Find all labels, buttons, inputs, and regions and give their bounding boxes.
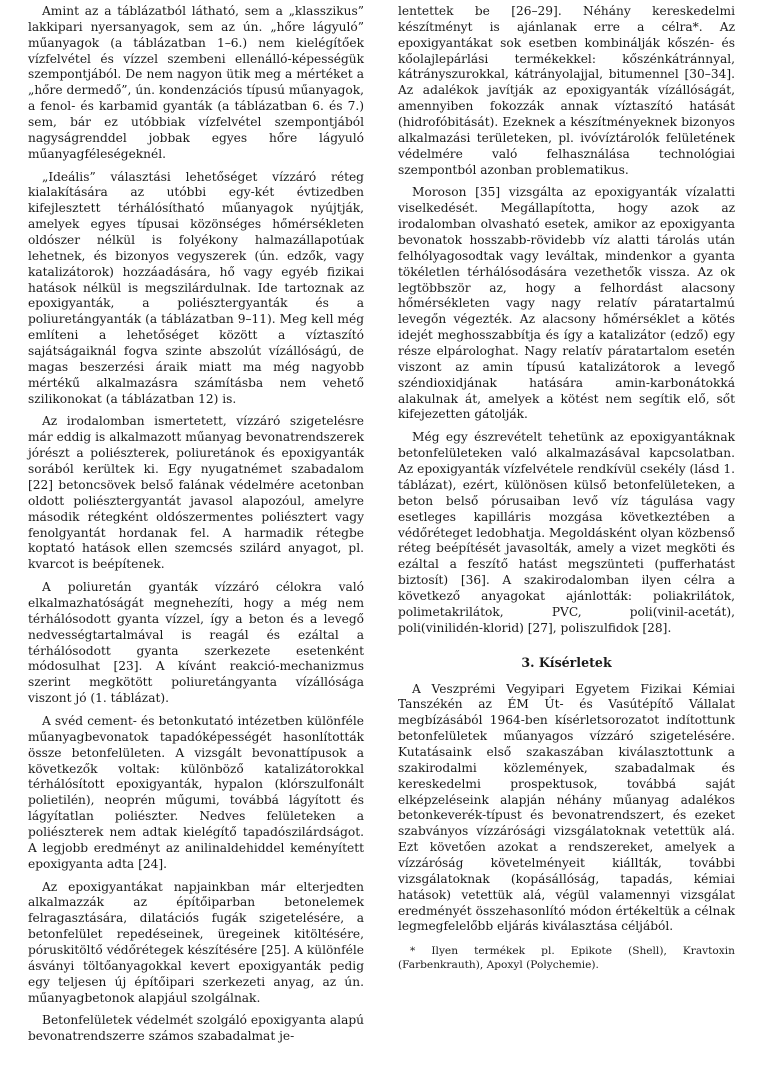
left-column (28, 4, 364, 1052)
right-column (398, 4, 735, 973)
paragraph: A poliuretán gyanták vízzáró célokra való elkalmazhatóságát megnehezíti, hogy a még nem térhálósodott gyanta vízzel, így a beton és a levegő nedvességtartalmával is reagál és ezáltal a térhálósodott gyanta szerkezete esetenként módosulhat [23]. A kívánt reakció-mechanizmus szerint megkötött poliuretángyanta vízállósága viszont jó (1. táblázat). (28, 580, 364, 706)
paragraph: lentettek be [26–29]. Néhány kereskedelmi készítményt is ajánlanak erre a célra*. Az epoxigyantákat sok esetben kombinálják kőszén- és kőolajlepárlási termékekkel: kőszénkátránnyal, kátrányszurokkal, kátrányolajjal, bitumennel [30–34]. Az adalékok javítják az epoxigyanták vízállóságát, amennyiben fokozzák annak víztaszító hatását (hidrofóbitását). Ezeknek a készítményeknek bizonyos alkalmazási területeken, pl. ivóvíztárolók felületének védelmére való felhasználása technológiai szempontból azonban problematikus. (398, 4, 735, 177)
paragraph: A svéd cement- és betonkutató intézetben különféle műanyagbevonatok tapadóképességét hasonlították össze betonfelületen. A vizsgált bevonattípusok a következők voltak: különböző katalizátorokkal térhálósított epoxigyanták, hypalon (klórszulfonált polietilén), neoprén műgumi, továbbá lágyított és lágyítatlan poliészter. Nedves felületeken a poliészterek nem adtak kielégítő tapadószilárdságot. A legjobb eredményt az anilinaldehiddel keményített epoxigyanta adta [24]. (28, 713, 364, 871)
section-paragraph: A Veszprémi Vegyipari Egyetem Fizikai Kémiai Tanszékén az ÉM Út- és Vasútépítő Vállalat megbízásából 1964-ben kísérletsorozatot indítottunk betonfelületek műanyagos vízzáró szigetelésére. Kutatásaink első szakaszában kiválasztottunk a szakirodalmi közlemények, szabadalmak és kereskedelmi prospektusok, továbbá saját elképzeléseink alapján néhány műanyag adalékos betonkeverék-típust és bevonatrendszert, és ezeket szabványos vízzárósági vizsgálatoknak vetettük alá. Ezt követően azokat a rendszereket, amelyek a vízzáróság követelményeit kiállták, további vizsgálatoknak (kopásállóság, tapadás, kémiai hatások) vetettük alá, végül valamennyi vizsgálat eredményét összehasonlító módon értékeltük a célnak legmegfelelőbb eljárás kiválasztása céljából. (398, 681, 735, 934)
paragraph: Az epoxigyantákat napjainkban már elterjedten alkalmazzák az építőiparban betonelemek felragasztására, dilatációs fugák szigetelésére, a betonfelület repedéseinek, üregeinek kitöltésére, póruskitöltő védőrétegek készítésére [25]. A különféle ásványi töltőanyagokkal kevert epoxigyanták pedig egy teljesen új építőipari szerkezeti anyag, az ún. műanyagbetonok alapjául szolgálnak. (28, 879, 364, 1005)
footnote: * Ilyen termékek pl. Epikote (Shell), Kravtoxin (Farbenkrauth), Apoxyl (Polychemie). (398, 945, 735, 972)
paragraph: Az irodalomban ismertetett, vízzáró szigetelésre már eddig is alkalmazott műanyag bevonatrendszerek jórészt a poliészterek, poliuretánok és epoxigyanták sorából kerültek ki. Egy nyugatnémet szabadalom [22] betoncsövek belső falának védelmére acetonban oldott poliésztergyantát javasol alapozóul, amelyre második rétegként oldószermentes poliésztert vagy fenolgyantát hordanak fel. A harmadik rétegbe koptató hatások ellen szemcsés szilárd anyagot, pl. kvarcot is beépítenek. (28, 414, 364, 572)
paragraph: „Ideális” választási lehetőséget vízzáró réteg kialakítására az utóbbi egy-két évtizedben kifejlesztett térhálósítható műanyagok nyújtják, amelyek egyes típusai közönséges hőmérsékleten oldószer nélkül is folyékony halmazállapotúak lehetnek, és bizonyos vegyszerek (ún. edzők, vagy katalizátorok) hozzáadására, hő vagy egyéb fizikai hatások nélkül is megszilárdulnak. Ide tartoznak az epoxigyanták, a poliésztergyanták és a poliuretángyanták (a táblázatban 9–11). Meg kell még említeni a lehetőséget között a víztaszító sajátságaiknál fogva szinte abszolút vízállóságú, de magas beszerzési áraik miatt ma még nagyobb mértékű alkalmazásra számításba nem vehető szilikonokat (a táblázatban 12) is. (28, 169, 364, 406)
section-heading: 3. Kísérletek (521, 654, 612, 670)
paragraph: Moroson [35] vizsgálta az epoxigyanták vízalatti viselkedését. Megállapította, hogy azok az irodalomban olvasható esetek, amikor az epoxigyanta bevonatok hosszabb-rövidebb víz alatti tárolás után felhólyagosodtak vagy leváltak, mindenkor a gyanta tökéletlen térhálósodására vezethetők vissza. Az ok legtöbbször az, hogy a felhordást alacsony hőmérsékleten vagy nagy relatív páratartalmú levegőn végezték. Az alacsony hőmérséklet a kötés idejét meghosszabbítja és így a katalizátor (edző) egy része elpárologhat. Nagy relatív páratartalom esetén viszont az amin típusú katalizátorok a levegő széndioxidjának hatására amin-karbonátokká alakulnak át, amelyek a kötést nem segítik elő, sőt kifejezetten gátolják. (398, 185, 735, 422)
paragraph: Betonfelületek védelmét szolgáló epoxigyanta alapú bevonatrendszerre számos szabadalmat je- (28, 1013, 364, 1044)
paragraph: Amint az a táblázatból látható, sem a „klasszikus” lakkipari nyersanyagok, sem az ún. „hőre lágyuló” műanyagok (a táblázatban 1–6.) nem kielégítőek vízfelvétel és vízzel szembeni ellenálló-képességük szempontjából. De nem nagyon ütik meg a mértéket a „hőre dermedő”, ún. kondenzációs típusú műanyagok, a fenol- és karbamid gyanták (a táblázatban 6. és 7.) sem, bár ez utóbbiak vízfelvétel szempontjából nagyságrenddel jobbak egyes hőre lágyuló műanyagféleségeknél. (28, 4, 364, 161)
paragraph: Még egy észrevételt tehetünk az epoxigyantáknak betonfelületeken való alkalmazásával kapcsolatban. Az epoxigyanták vízfelvétele rendkívül csekély (lásd 1. táblázat), ezért, különösen külső betonfelületeken, a beton belső pórusaiban levő víz tágulása vagy esetleges kapilláris mozgása következtében a védőréteget ledobhatja. Megoldásként olyan közbenső réteg beépítését javasolták, amely a vizet megköti és ezáltal a feszítő hatást megszünteti (pufferhatást biztosít) [36]. A szakirodalomban ilyen célra a következő anyagokat ajánlották: poliakrilátok, polimetakrilátok, PVC, poli(vinil-acetát), poli(vinilidén-klorid) [27], poliszulfidok [28]. (398, 430, 736, 635)
